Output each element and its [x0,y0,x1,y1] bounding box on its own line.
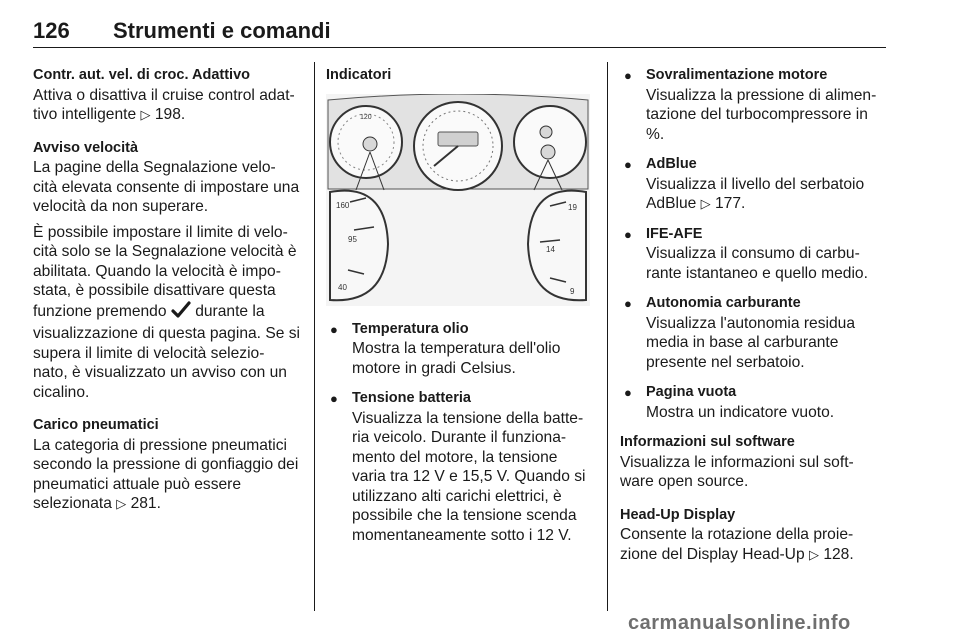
section-acc [33,66,301,125]
item-text: Mostra la temperatura dell'olio motore in gradi Celsius. [352,340,561,377]
indicator-list [326,320,594,546]
column-divider-1 [314,62,315,611]
item-heading: AdBlue [646,156,697,172]
list-item [620,155,888,214]
section-heading: Carico pneumatici [33,417,159,433]
column-left [33,66,301,528]
list-item [620,294,888,372]
section-heading: Avviso velocità [33,139,139,156]
item-heading: Tensione batteria [352,390,471,406]
bullet-dot-icon: ● [624,157,632,172]
right-gauge-top: 19 [568,202,577,212]
section-text [33,86,301,125]
section-software-info [620,433,888,492]
page-title: Strumenti e comandi [113,18,331,43]
item-heading: IFE-AFE [646,225,703,242]
text-run: durante la visualizzazione di questa pagina. Se si supera il limite di velocità selezio- nato, è visualizzato un avviso con un cicalino. [33,302,300,401]
bullet-dot-icon: ● [624,68,632,83]
indicator-list-continued [620,66,888,422]
column-divider-2 [607,62,608,611]
left-gauge-top: 160 [336,200,350,210]
xref-triangle-icon: ▷ [140,107,151,122]
item-text: Mostra un indicatore vuoto. [646,403,835,421]
page-reference[interactable]: 128. [823,545,854,563]
item-heading: Temperatura olio [352,320,469,337]
paragraph: La pagine della Segnalazione velo- cità elevata consente di impostare una velocità da non superare. [33,159,300,215]
checkmark-icon [171,301,191,325]
bullet-dot-icon: ● [624,296,632,311]
watermark: carmanualsonline.info [628,612,851,634]
item-text: Visualizza la tensione della batte- ria veicolo. Durante il funziona- mento del motore, la tensione varia tra 12 V e 15,5 V. Quando si utilizzano alti carichi elettrici, è possibile che la tensione scenda momentaneamente sotto i 12 V. [352,409,586,544]
item-heading: Autonomia carburante [646,295,801,311]
page-reference[interactable]: 198. [154,106,186,123]
section-text [620,525,888,564]
item-text: Visualizza l'autonomia residua media in base al carburante presente nel serbatoio. [646,314,855,371]
xref-triangle-icon: ▷ [808,546,819,562]
text-line: Attiva o disattiva il cruise control adat- [33,86,295,104]
bullet-dot-icon: ● [624,385,632,400]
right-gauge-mid: 14 [546,244,555,254]
bullet-dot-icon: ● [330,321,338,337]
cluster-illustration [326,94,590,306]
list-item [620,66,888,144]
text-run: La categoria di pressione pneumatici secondo la pressione di gonfiaggio dei pneumatici attuale può essere selezionata [33,436,299,512]
column-middle [326,66,594,556]
section-tyre-load [33,416,301,514]
page-number: 126 [33,18,70,43]
list-item [326,389,594,545]
column-right [620,66,888,578]
header-rule [33,47,886,48]
section-heading: Informazioni sul software [620,434,795,450]
bullet-dot-icon: ● [624,226,632,242]
section-head-up-display [620,506,888,565]
item-text: Visualizza la pressione di alimen- tazione del turbocompressore in %. [646,86,877,143]
section-text [33,436,301,514]
page-reference[interactable]: 177. [714,195,746,212]
paragraph [33,223,301,403]
page-header [33,18,886,48]
item-text: Visualizza il livello del serbatoio AdBlue [646,175,865,212]
text-line: tivo intelligente [33,106,137,123]
left-gauge-mid: 95 [348,234,357,244]
list-item [620,225,888,284]
section-heading: Head-Up Display [620,506,736,523]
section-speed-warning [33,139,301,403]
instrument-cluster-figure [326,94,590,306]
text-run: Consente la rotazione della proie- zione del Display Head-Up [620,526,854,563]
section-heading: Indicatori [326,67,392,83]
page-reference[interactable]: 281. [130,495,161,512]
left-top-mark: 120 [360,113,372,121]
list-item [620,383,888,422]
list-item [326,320,594,379]
left-gauge-bottom: 40 [338,282,347,292]
bullet-dot-icon: ● [330,391,338,406]
text-run: È possibile impostare il limite di velo- cità solo se la Segnalazione velocità è abilitata. Quando la velocità è impo- stata, è possibile disattivare questa funzione premendo [33,223,297,320]
xref-triangle-icon: ▷ [700,196,711,211]
xref-triangle-icon: ▷ [116,496,127,511]
item-heading: Pagina vuota [646,384,737,400]
section-text: Visualizza le informazioni sul soft- ware open source. [620,453,854,490]
section-heading: Contr. aut. vel. di croc. Adattivo [33,67,250,83]
right-gauge-bottom: 9 [570,286,575,296]
item-text: Visualizza il consumo di carbu- rante istantaneo e quello medio. [646,245,868,282]
item-heading: Sovralimentazione motore [646,67,828,83]
